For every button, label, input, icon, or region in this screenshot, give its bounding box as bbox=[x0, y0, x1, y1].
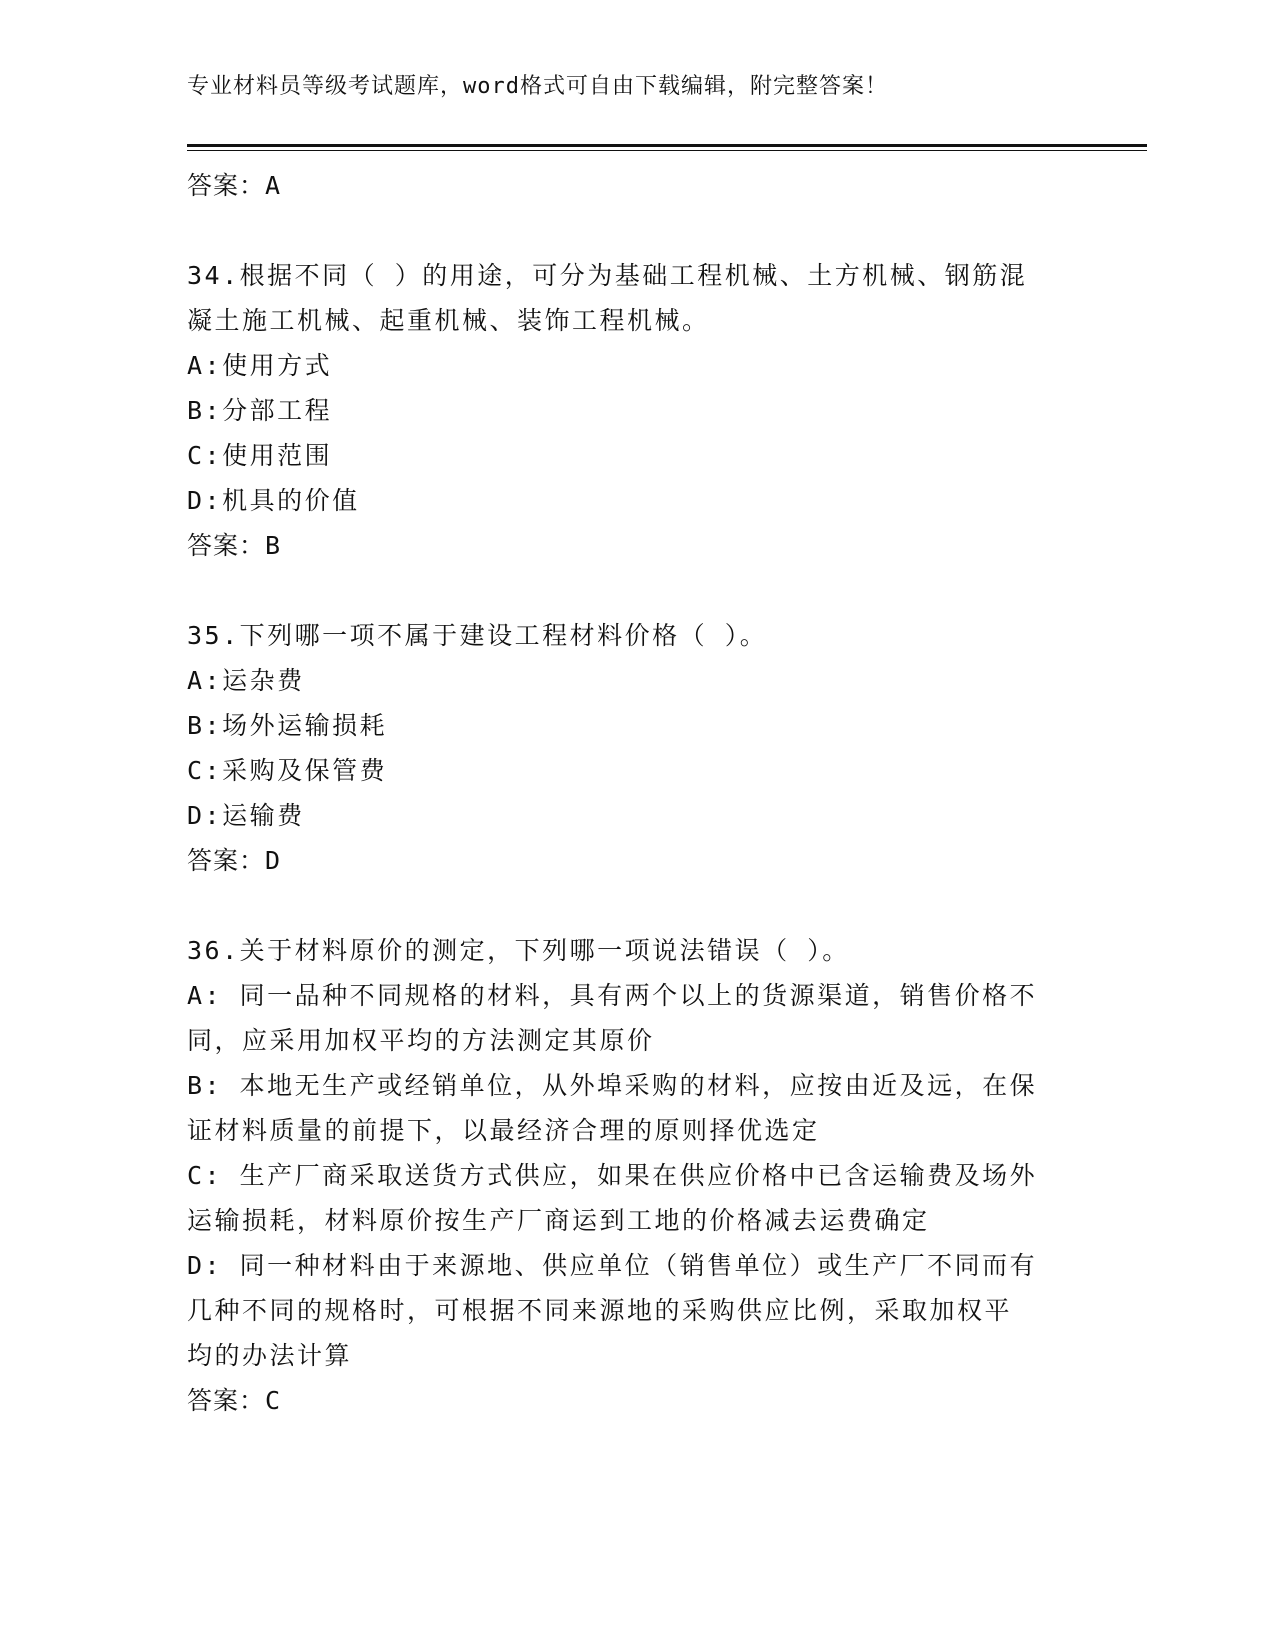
question-stem: 35.下列哪一项不属于建设工程材料价格（ ）。 bbox=[187, 621, 768, 650]
question-stem-line: 凝土施工机械、起重机械、装饰工程机械。 bbox=[187, 306, 710, 335]
option-a: A: 运杂费 bbox=[187, 666, 305, 695]
option-c: C: 采购及保管费 bbox=[187, 756, 388, 785]
option-a: A: 同一品种不同规格的材料，具有两个以上的货源渠道，销售价格不 同，应采用加权平均的方法测定其原价 bbox=[187, 981, 1038, 1055]
prev-answer bbox=[187, 163, 1087, 208]
option-d: D: 机具的价值 bbox=[187, 486, 360, 515]
question-stem: 36.关于材料原价的测定，下列哪一项说法错误（ ）。 bbox=[187, 936, 850, 965]
option-c: C: 使用范围 bbox=[187, 441, 333, 470]
option-d: D: 运输费 bbox=[187, 801, 305, 830]
option-b: B: 分部工程 bbox=[187, 396, 333, 425]
answer-35: 答案：D bbox=[187, 846, 282, 875]
option-c: C: 生产厂商采取送货方式供应，如果在供应价格中已含运输费及场外 运输损耗，材料原价按生产厂商运到工地的价格减去运费确定 bbox=[187, 1161, 1038, 1235]
question-36 bbox=[187, 928, 1087, 1423]
question-34 bbox=[187, 253, 1087, 568]
question-number: 36. bbox=[187, 936, 240, 965]
question-number: 34. bbox=[187, 261, 240, 290]
question-stem: 34.根据不同（ ）的用途，可分为基础工程机械、土方机械、钢筋混 bbox=[187, 261, 1028, 290]
option-a: A: 使用方式 bbox=[187, 351, 333, 380]
page-header: 专业材料员等级考试题库，word格式可自由下载编辑，附完整答案！ bbox=[187, 74, 888, 99]
answer-label: 答案： bbox=[187, 171, 266, 200]
answer-34: 答案：B bbox=[187, 531, 282, 560]
exam-content bbox=[187, 163, 1087, 1423]
question-number: 35. bbox=[187, 621, 240, 650]
option-d: D: 同一种材料由于来源地、供应单位（销售单位）或生产厂不同而有 几种不同的规格时，可根据不同来源地的采购供应比例，采取加权平 均的办法计算 bbox=[187, 1251, 1038, 1370]
answer-value: A bbox=[265, 171, 282, 200]
question-35 bbox=[187, 613, 1087, 883]
answer-36: 答案：C bbox=[187, 1386, 282, 1415]
option-b: B: 场外运输损耗 bbox=[187, 711, 388, 740]
header-divider bbox=[187, 144, 1147, 151]
option-b: B: 本地无生产或经销单位，从外埠采购的材料，应按由近及远，在保 证材料质量的前提下，以最经济合理的原则择优选定 bbox=[187, 1071, 1038, 1145]
